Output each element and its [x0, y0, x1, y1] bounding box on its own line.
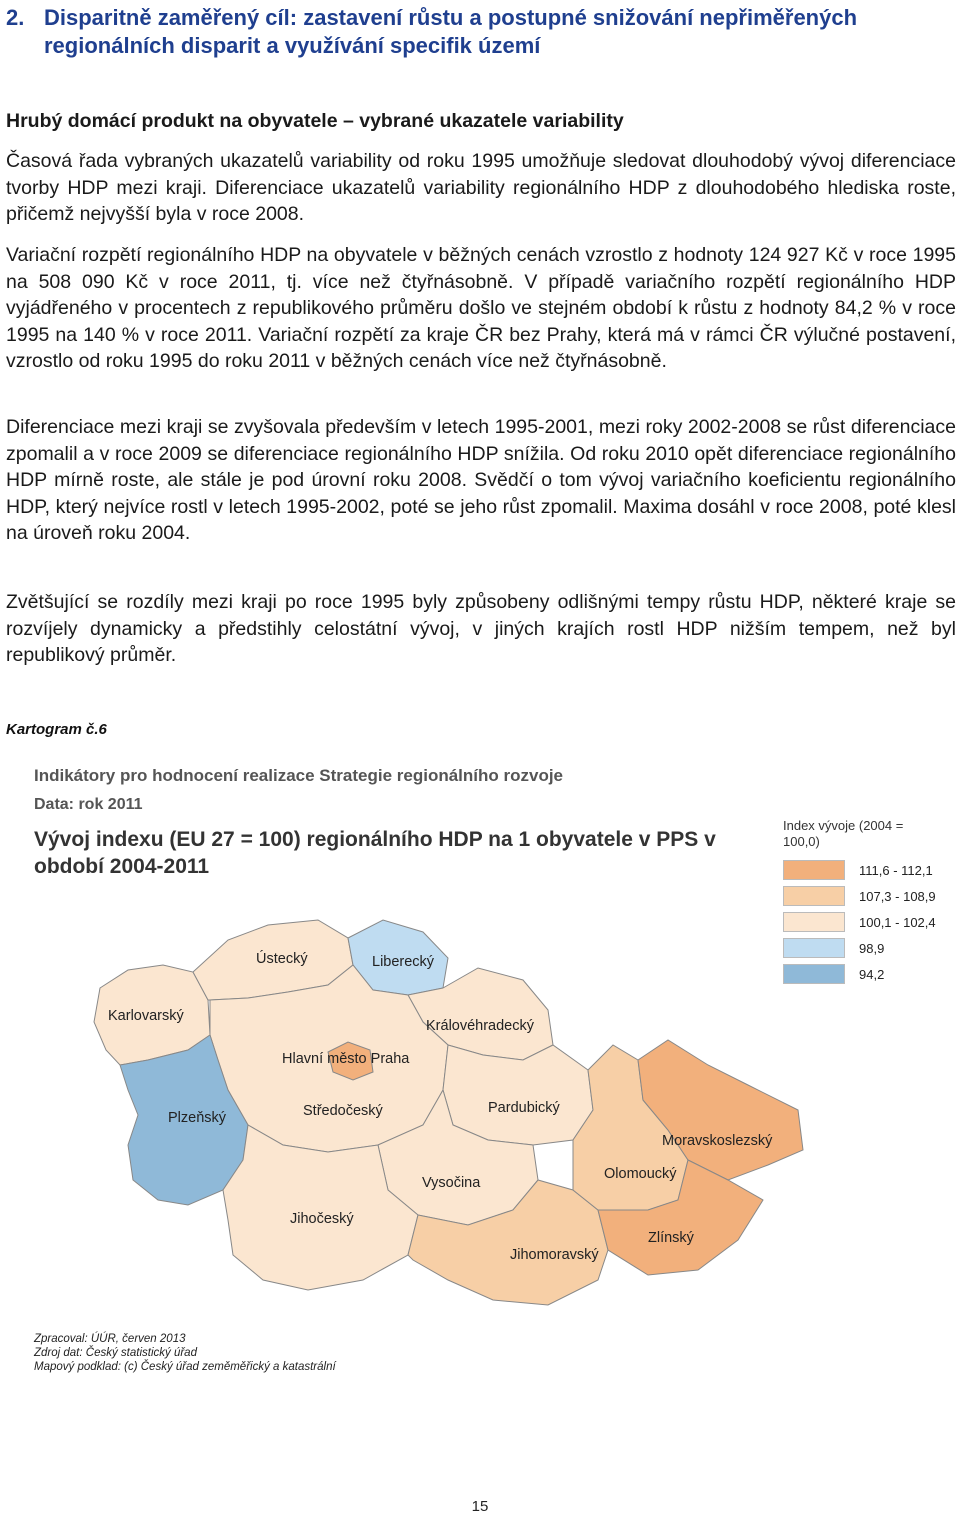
- legend-title: Index vývoje (2004 = 100,0): [783, 818, 904, 849]
- label-zlinsky: Zlínský: [648, 1230, 694, 1246]
- cartogram-figure: [28, 760, 938, 1400]
- figure-data-year: Data: rok 2011: [34, 796, 143, 813]
- subheading: Hrubý domácí produkt na obyvatele – vybrané ukazatele variability: [6, 110, 624, 132]
- section-number: 2.: [6, 5, 25, 30]
- legend-swatch: [783, 912, 845, 932]
- label-moravskoslezsky: Moravskoslezský: [662, 1133, 773, 1149]
- legend-label: 111,6 - 112,1: [859, 862, 933, 878]
- label-liberecky: Liberecký: [372, 954, 435, 970]
- legend-item: [783, 886, 943, 906]
- legend-label: 100,1 - 102,4: [859, 914, 936, 930]
- label-pardubicky: Pardubický: [488, 1100, 560, 1116]
- legend-item: [783, 860, 943, 880]
- map-credits: [34, 1332, 336, 1374]
- legend-swatch: [783, 860, 845, 880]
- legend-swatch: [783, 964, 845, 984]
- legend-item: [783, 938, 943, 958]
- label-praha: Hlavní město Praha: [282, 1051, 410, 1067]
- label-olomoucky: Olomoucký: [604, 1166, 677, 1182]
- figure-title: Indikátory pro hodnocení realizace Strategie regionálního rozvoje: [34, 766, 564, 785]
- legend-item: [783, 912, 943, 932]
- paragraph-1: Časová řada vybraných ukazatelů variability od roku 1995 umožňuje sledovat dlouhodobý vývoj diferenciace tvorby HDP mezi kraji. Diferenciace ukazatelů variability regionálního HDP z dlouhodobého hlediska roste, přičemž nejvyšší byla v roce 2008.: [6, 150, 956, 225]
- label-ustecky: Ústecký: [256, 951, 308, 967]
- label-jihocesky: Jihočeský: [290, 1211, 354, 1227]
- section-title: Disparitně zaměřený cíl: zastavení růstu a postupné snižování nepřiměřených regionálních disparit a využívání specifik území: [44, 5, 858, 58]
- legend-swatch: [783, 938, 845, 958]
- paragraph-4: Zvětšující se rozdíly mezi kraji po roce 1995 byly způsobeny odlišnými tempy růstu HDP, některé kraje se rozvíjely dynamicky a předstihly celostátní vývoj, v jiných krajích rostl HDP nižším tempem, než byl republikový průměr.: [6, 591, 956, 666]
- paragraph-3: Diferenciace mezi kraji se zvyšovala především v letech 1995-2001, mezi roky 2002-2008 se růst diferenciace zpomalil a v roce 2009 se diferenciace regionálního HDP snížila. Od roku 2010 opět diferenciace regionálního HDP mírně roste, ale stále je pod úrovní roku 2008. Svědčí o tom vývoj variačního koeficientu regionálního HDP, který nejvíce rostl v letech 1995-2002, poté se jeho růst zpomalil. Maxima dosáhl v roce 2008, poté klesl na úroveň roku 2004.: [6, 416, 956, 544]
- paragraph-2: Variační rozpětí regionálního HDP na obyvatele v běžných cenách vzrostlo z hodnoty 124 927 Kč v roce 1995 na 508 090 Kč v roce 2011, tj. více než čtyřnásobně. V případě variačního rozpětí regionálního HDP vyjádřeného v procentech z republikového průměru došlo ve stejném období k růstu z hodnoty 84,2 % v roce 1995 na 140 % v roce 2011. Variační rozpětí za kraje ČR bez Prahy, která má v rámci ČR výlučné postavení, vzrostlo od roku 1995 do roku 2011 v běžných cenách více než čtyřnásobně.: [6, 244, 956, 372]
- label-karlovarsky: Karlovarský: [108, 1008, 184, 1024]
- label-vysocina: Vysočina: [422, 1175, 481, 1191]
- page-number: 15: [471, 1498, 489, 1515]
- label-plzensky: Plzeňský: [168, 1110, 227, 1126]
- label-kralovehradecky: Královéhradecký: [426, 1018, 534, 1034]
- figure-subtitle: Vývoj indexu (EU 27 = 100) regionálního HDP na 1 obyvatele v PPS v období 2004-2011: [34, 828, 716, 878]
- credit-line: Mapový podklad: (c) Český úřad zeměměřický a katastrální: [34, 1361, 336, 1373]
- section-heading: [6, 4, 946, 60]
- credit-line: Zpracoval: ÚÚR, červen 2013: [34, 1333, 186, 1345]
- label-stredocesky: Středočeský: [303, 1103, 383, 1119]
- map-legend: [783, 818, 943, 990]
- legend-label: 98,9: [859, 940, 885, 956]
- credit-line: Zdroj dat: Český statistický úřad: [34, 1347, 197, 1359]
- legend-item: [783, 964, 943, 984]
- figure-caption: Kartogram č.6: [6, 721, 107, 738]
- legend-label: 107,3 - 108,9: [859, 888, 936, 904]
- legend-swatch: [783, 886, 845, 906]
- label-jihomoravsky: Jihomoravský: [510, 1247, 599, 1263]
- legend-label: 94,2: [859, 966, 885, 982]
